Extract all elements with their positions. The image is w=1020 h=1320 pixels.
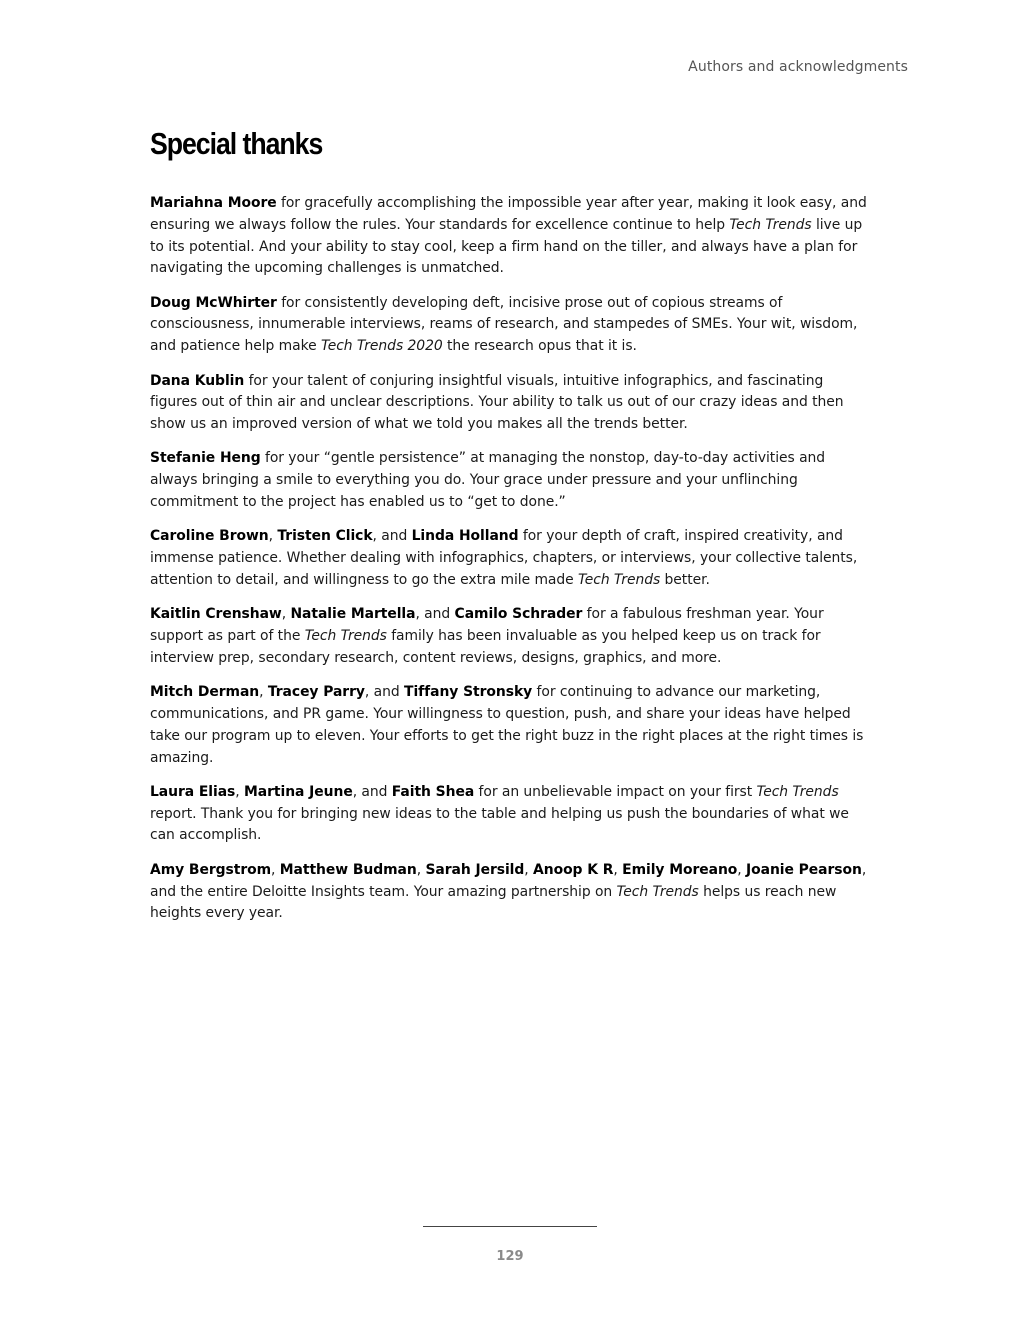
page-number: 129 [496,1249,524,1264]
person-name: Camilo Schrader [454,606,583,623]
name-separator: , [268,528,278,545]
paragraph-text: the research opus that it is. [442,338,637,355]
publication-title: Tech Trends [578,571,661,588]
name-separator: , and [415,606,455,623]
person-name: Linda Holland [411,528,519,545]
person-name: Joanie Pearson [746,861,862,878]
person-name: Caroline Brown [150,528,269,545]
publication-title: Tech Trends [756,783,839,800]
person-name: Matthew Budman [279,861,417,878]
name-separator: , [271,861,280,878]
paragraph-text: for gracefully accomplishing the impossible year after year, making it look easy, and ensuring we always follow the rules. Your standards for excellence continue to help [150,195,867,233]
name-separator: , [524,861,534,878]
name-separator: , [235,783,245,800]
paragraph-new-team [150,782,870,847]
person-name: Tiffany Stronsky [404,684,533,701]
page-title: Special thanks [150,126,323,161]
name-separator: , [737,861,747,878]
name-separator: , [613,861,623,878]
paragraph-text: report. Thank you for bringing new ideas to the table and helping us push the boundaries of what we can accomplish. [150,805,849,844]
person-name: Doug McWhirter [150,294,277,311]
paragraph-text: for your “gentle persistence” at managing the nonstop, day-to-day activities and always bringing a smile to everything you do. Your grace under pressure and your unflinching commitment to the project has enabled us to “get to done.” [150,450,826,511]
paragraph-text: for continuing to advance our marketing, communications, and PR game. Your willingness to question, push, and share your ideas have helped take our program up to eleven. Your efforts to get the right buzz in the right places at the right times is amazing. [150,684,864,766]
person-name: Mariahna Moore [150,195,277,211]
person-name: Emily Moreano [622,861,738,878]
paragraph-stefanie-heng [150,448,870,513]
person-name: Mitch Derman [150,684,260,701]
name-separator: , and [352,783,392,800]
paragraph-insights-team [150,860,870,925]
paragraph-text: , and the entire Deloitte Insights team. Your amazing partnership on [150,861,867,900]
person-name: Tristen Click [277,528,373,545]
person-name: Kaitlin Crenshaw [150,606,282,623]
paragraph-text: for an unbelievable impact on your first [474,783,757,800]
paragraph-text: family has been invaluable as you helped keep us on track for interview prep, secondary research, content reviews, designs, graphics, and more. [150,628,821,666]
person-name: Tracey Parry [267,684,365,701]
paragraph-text: for a fabulous freshman year. Your support as part of the [150,606,824,645]
person-name: Laura Elias [150,783,236,800]
paragraph-design-team [150,526,870,591]
paragraph-text: for consistently developing deft, incisive prose out of copious streams of consciousness, innumerable interviews, reams of research, and stampedes of SMEs. Your wit, wisdom, and patience help make [150,294,858,355]
paragraph-freshman-team [150,604,870,669]
acknowledgments-body [150,193,870,938]
person-name: Natalie Martella [290,606,416,623]
publication-title: Tech Trends [304,628,387,645]
name-separator: , and [372,528,412,545]
publication-title: Tech Trends [729,216,812,233]
publication-title: Tech Trends [616,883,699,900]
paragraph-marketing-team [150,682,870,769]
name-separator: , and [364,684,405,701]
paragraph-text: live up to its potential. And your ability to stay cool, keep a firm hand on the tiller, and always have a plan for navigating the upcoming challenges is unmatched. [150,216,863,277]
paragraph-doug-mcwhirter [150,293,870,358]
footer-divider [423,1226,597,1227]
person-name: Anoop K R [533,861,614,878]
person-name: Martina Jeune [244,783,353,800]
person-name: Stefanie Heng [150,450,261,467]
paragraph-text: helps us reach new heights every year. [150,883,837,922]
person-name: Amy Bergstrom [150,861,272,878]
publication-title: Tech Trends 2020 [320,338,443,355]
name-separator: , [259,684,268,701]
paragraph-text: for your talent of conjuring insightful visuals, intuitive infographics, and fascinating figures out of thin air and unclear descriptions. Your ability to talk us out of our crazy ideas and then show us an improved version of what we told you makes all the trends better. [150,372,844,433]
name-separator: , [416,861,426,878]
paragraph-mariahna-moore [150,193,870,280]
paragraph-text: for your depth of craft, inspired creativity, and immense patience. Whether dealing with infographics, chapters, or interviews, your collective talents, attention to detail, and willingness to go the extra mile made [150,528,858,588]
person-name: Dana Kublin [150,372,245,389]
person-name: Sarah Jersild [425,861,525,878]
running-header: Authors and acknowledgments [688,59,908,75]
name-separator: , [281,606,291,623]
paragraph-text: better. [660,571,710,588]
paragraph-dana-kublin [150,371,870,436]
person-name: Faith Shea [391,783,475,800]
